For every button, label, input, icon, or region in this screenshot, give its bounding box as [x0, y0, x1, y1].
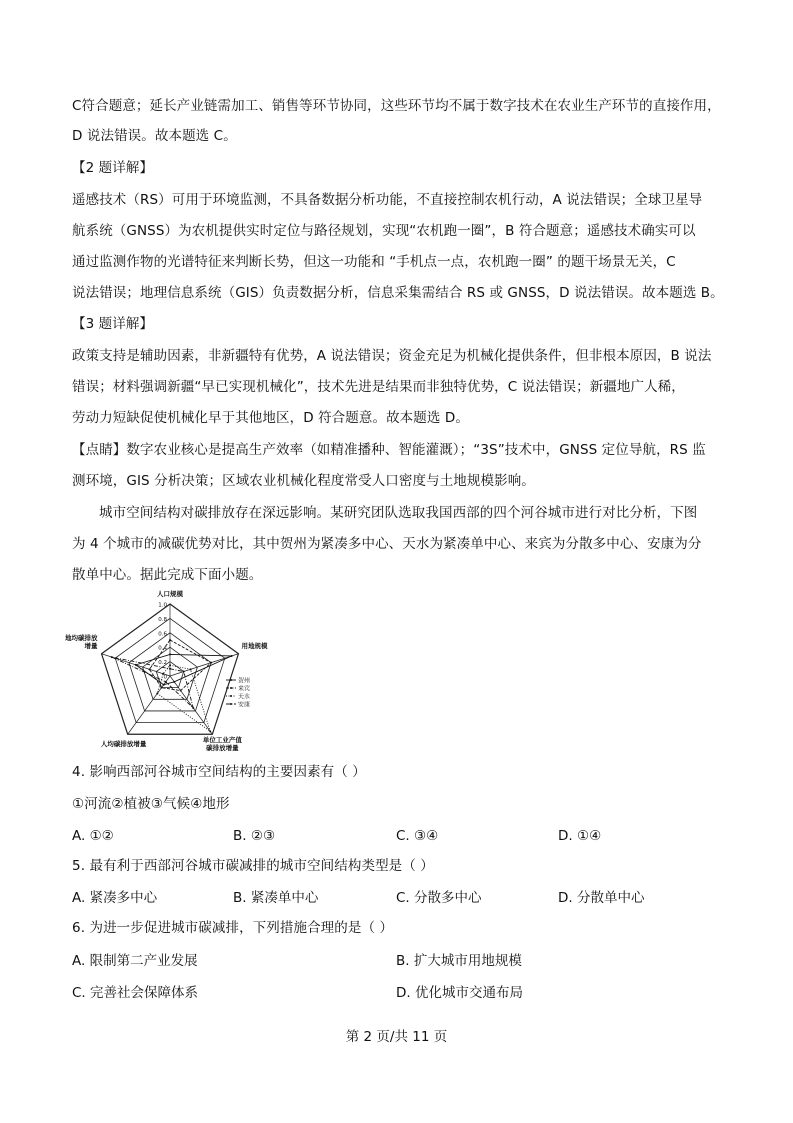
legend-label: 贺州 [238, 677, 251, 685]
radar-point [162, 673, 164, 675]
radar-point [180, 690, 182, 692]
radar-tick-label: 0.8 [158, 616, 167, 623]
radar-point [183, 671, 185, 673]
radar-point [148, 668, 150, 670]
line-2: D 说法错误。故本题选 C。 [72, 128, 237, 144]
radar-axis-label: 人均碳排放增量 [100, 740, 147, 749]
section-heading-3: 【3 题详解】 [72, 316, 154, 332]
radar-point [173, 681, 175, 683]
legend-label: 安康 [238, 701, 251, 709]
q5-option-a[interactable]: A. 紧凑多中心 [72, 890, 158, 906]
radar-point [165, 681, 167, 683]
legend-label: 来宾 [238, 685, 251, 693]
line-13: 测环境，GIS 分析决策；区域农业机械化程度常受人口密度与土地规模影响。 [72, 473, 535, 489]
line-7: 说法错误；地理信息系统（GIS）负责数据分析，信息采集需结合 RS 或 GNSS，D 说法错误。故本题选 B。 [72, 285, 724, 301]
line-4: 遥感技术（RS）可用于环境监测，不具备数据分析功能，不直接控制农机行动，A 说法错误；全球卫星导 [72, 192, 703, 208]
legend-label: 天水 [238, 693, 251, 701]
radar-axis-2 [170, 676, 212, 734]
line-10: 错误；材料强调新疆“早已实现机械化”，技术先进是结果而非独特优势，C 说法错误；新疆地广人稀， [72, 379, 685, 395]
radar-point [231, 655, 233, 657]
q4-stem: 4. 影响西部河谷城市空间结构的主要因素有（ ） [72, 764, 366, 780]
radar-point [135, 664, 137, 666]
radar-point [169, 668, 171, 670]
radar-axis-label: 单位工业产值 [202, 736, 242, 745]
line-9: 政策支持是辅助因素，非新疆特有优势，A 说法错误；资金充足为机械化提供条件，但非根本原因，B 说法 [72, 348, 712, 364]
q5-stem: 5. 最有利于西部河谷城市碳减排的城市空间结构类型是（ ） [72, 858, 434, 874]
radar-tick-label: 0.2 [158, 660, 167, 667]
page-footer: 第 2 页/共 11 页 [345, 1029, 448, 1045]
q4-option-a[interactable]: A. ①② [72, 828, 114, 844]
radar-point [169, 653, 171, 655]
q4-option-d[interactable]: D. ①④ [558, 828, 602, 844]
line-12: 【点睛】数字农业核心是提高生产效率（如精准播种、智能灌溉）；“3S”技术中，GNSS 定位导航，RS 监 [72, 442, 706, 458]
radar-axis-label: 增量 [84, 641, 98, 650]
radar-tick-label: 0.6 [158, 631, 167, 638]
q6-option-b[interactable]: B. 扩大城市用地规模 [396, 953, 522, 969]
radar-point [169, 639, 171, 641]
radar-point [111, 656, 113, 658]
q5-option-b[interactable]: B. 紧凑单中心 [233, 890, 319, 906]
radar-point [156, 692, 158, 694]
radar-point [190, 668, 192, 670]
radar-point [209, 730, 211, 732]
radar-tick-label: 0.4 [158, 645, 167, 652]
radar-chart [65, 588, 272, 753]
legend-marker [230, 695, 232, 697]
q5-option-d[interactable]: D. 分散单中心 [558, 890, 645, 906]
line-6: 通过监测作物的光谱特征来判断长势，但这一功能和 “手机点一点，农机跑一圈” 的题干场景无关，C [72, 254, 676, 270]
radar-tick-label: 0 [163, 674, 167, 681]
radar-point [210, 662, 212, 664]
radar-axis-label: 地均碳排放 [65, 633, 98, 642]
q4-option-c[interactable]: C. ③④ [396, 828, 439, 844]
legend-marker [230, 679, 232, 681]
radar-point [169, 664, 171, 666]
radar-point [161, 687, 163, 689]
line-5: 航系统（GNSS）为农机提供实时定位与路径规划，实现“农机跑一圈”，B 符合题意；遥感技术确实可以 [72, 223, 696, 239]
legend-marker [230, 687, 232, 689]
q4-option-b[interactable]: B. ②③ [233, 828, 276, 844]
q5-option-c[interactable]: C. 分散多中心 [396, 890, 482, 906]
intro-line-1: 城市空间结构对碳排放存在深远影响。某研究团队选取我国西部的四个河谷城市进行对比分析，下图 [99, 505, 698, 521]
q6-stem: 6. 为进一步促进城市碳减排，下列措施合理的是（ ） [72, 920, 394, 936]
q4-sub: ①河流②植被③气候④地形 [72, 796, 230, 812]
radar-axis-label: 人口规模 [157, 590, 183, 598]
line-11: 劳动力短缺促使机械化早于其他地区，D 符合题意。故本题选 D。 [72, 410, 469, 426]
legend-marker [230, 703, 232, 705]
radar-axis-label: 用地规模 [241, 641, 268, 650]
radar-axis-label: 碳排放增量 [206, 744, 239, 753]
radar-point [163, 684, 165, 686]
radar-tick-label: 1.0 [158, 602, 167, 609]
intro-line-3: 散单中心。据此完成下面小题。 [72, 567, 263, 583]
q6-option-a[interactable]: A. 限制第二产业发展 [72, 953, 198, 969]
q6-option-c[interactable]: C. 完善社会保障体系 [72, 985, 199, 1001]
q6-option-d[interactable]: D. 优化城市交通布局 [396, 985, 523, 1001]
intro-line-2: 为 4 个城市的减碳优势对比，其中贺州为紧凑多中心、天水为紧凑单中心、来宾为分散多中心、安康为分 [72, 536, 702, 552]
line-1: C符合题意；延长产业链需加工、销售等环节协同，这些环节均不属于数字技术在农业生产环节的直接作用， [72, 98, 721, 114]
section-heading-2: 【2 题详解】 [72, 160, 154, 176]
radar-point [192, 707, 194, 709]
